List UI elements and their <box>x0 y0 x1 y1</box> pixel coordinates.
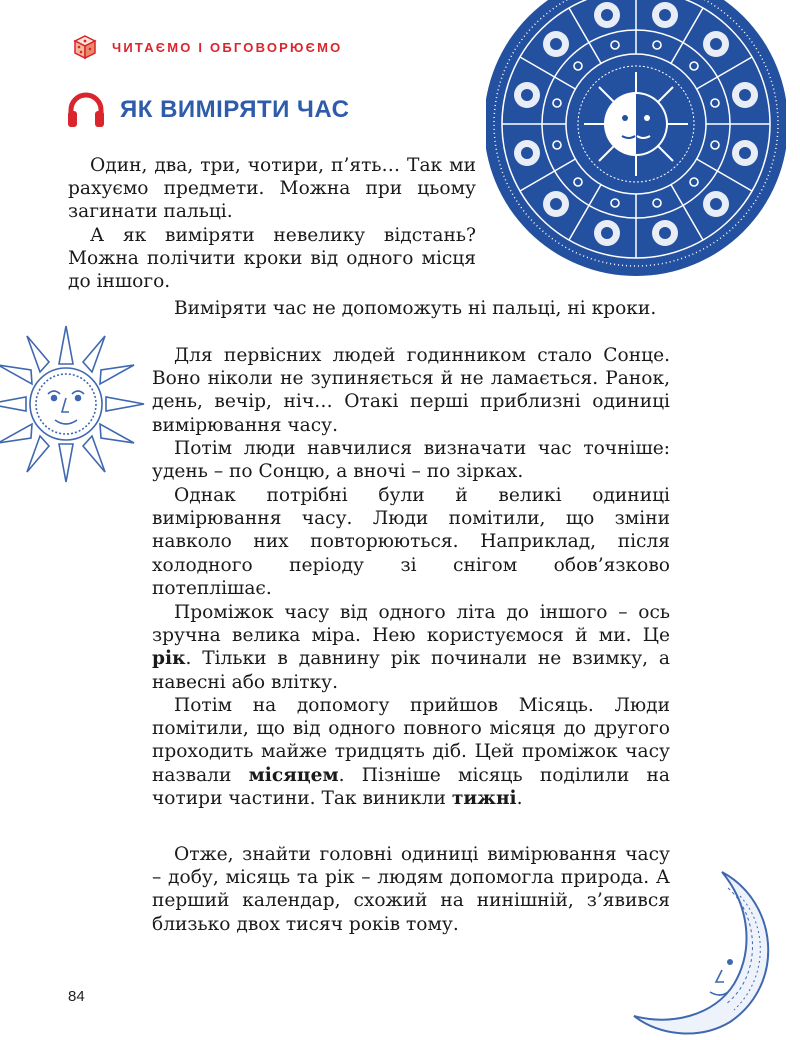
page-title: ЯК ВИМІРЯТИ ЧАС <box>120 96 350 123</box>
paragraph-6: Однак потрібні були й великі одиниці вимірювання часу. Люди помітили, що зміни навколо них повторюються. Наприклад, після холодного періоду зі снігом обов’язково потеплішає. <box>152 485 670 599</box>
paragraph-7 <box>152 601 670 694</box>
p8-text-2: . Пізніше місяць поділили на чотири частини. Так виникли <box>152 764 670 809</box>
paragraph-5: Потім люди навчилися визначати час точніше: удень – по Сонцю, а вночі – по зірках. <box>152 438 670 483</box>
term-year: рік <box>152 648 186 670</box>
p8-text-1: Потім на допомогу прийшов Місяць. Люди помітили, що від одного повного місяця до другого проходить майже тридцять діб. Цей проміжок часу назвали <box>152 695 670 786</box>
paragraph-3: Виміряти час не допоможуть ні пальці, ні кроки. <box>174 298 657 319</box>
section-header <box>72 34 342 60</box>
paragraph-9: Отже, знайти головні одиниці вимірювання часу – добу, місяць та рік – людям допомогла природа. А перший календар, схожий на нинішній, з’явився близько двох тисяч років тому. <box>152 844 670 935</box>
crescent-moon-illustration <box>630 866 790 1040</box>
page-number: 84 <box>68 988 85 1005</box>
paragraph-4: Для первісних людей годинником стало Сонце. Воно ніколи не зупиняється й не ламається. Ранок, день, вечір, ніч… Отакі перші приблизні одиниці вимірювання часу. <box>152 345 670 436</box>
p7-text-1: Проміжок часу від одного літа до іншого – ось зручна велика міра. Нею користуємося й ми. Це <box>152 602 670 647</box>
zodiac-wheel-illustration <box>486 0 786 280</box>
p7-text-2: . Тільки в давнину рік починали не взимку, а навесні або влітку. <box>152 648 670 693</box>
term-month: місяцем <box>248 764 339 786</box>
section-label: ЧИТАЄМО І ОБГОВОРЮЄМО <box>112 39 343 55</box>
term-weeks: тижні <box>451 787 517 809</box>
p8-text-3: . <box>516 787 523 809</box>
paragraph-1: Один, два, три, чотири, п’ять… Так ми рахуємо предмети. Можна при цьому загинати пальці. <box>68 155 476 223</box>
dice-icon <box>72 34 98 60</box>
paragraph-2: А як виміряти невелику відстань? Можна полічити кроки від одного місця до іншого. <box>68 225 476 293</box>
paragraph-8 <box>152 694 670 810</box>
headphones-icon[interactable] <box>66 92 106 128</box>
sun-face-illustration <box>0 322 146 488</box>
title-row <box>66 92 349 128</box>
